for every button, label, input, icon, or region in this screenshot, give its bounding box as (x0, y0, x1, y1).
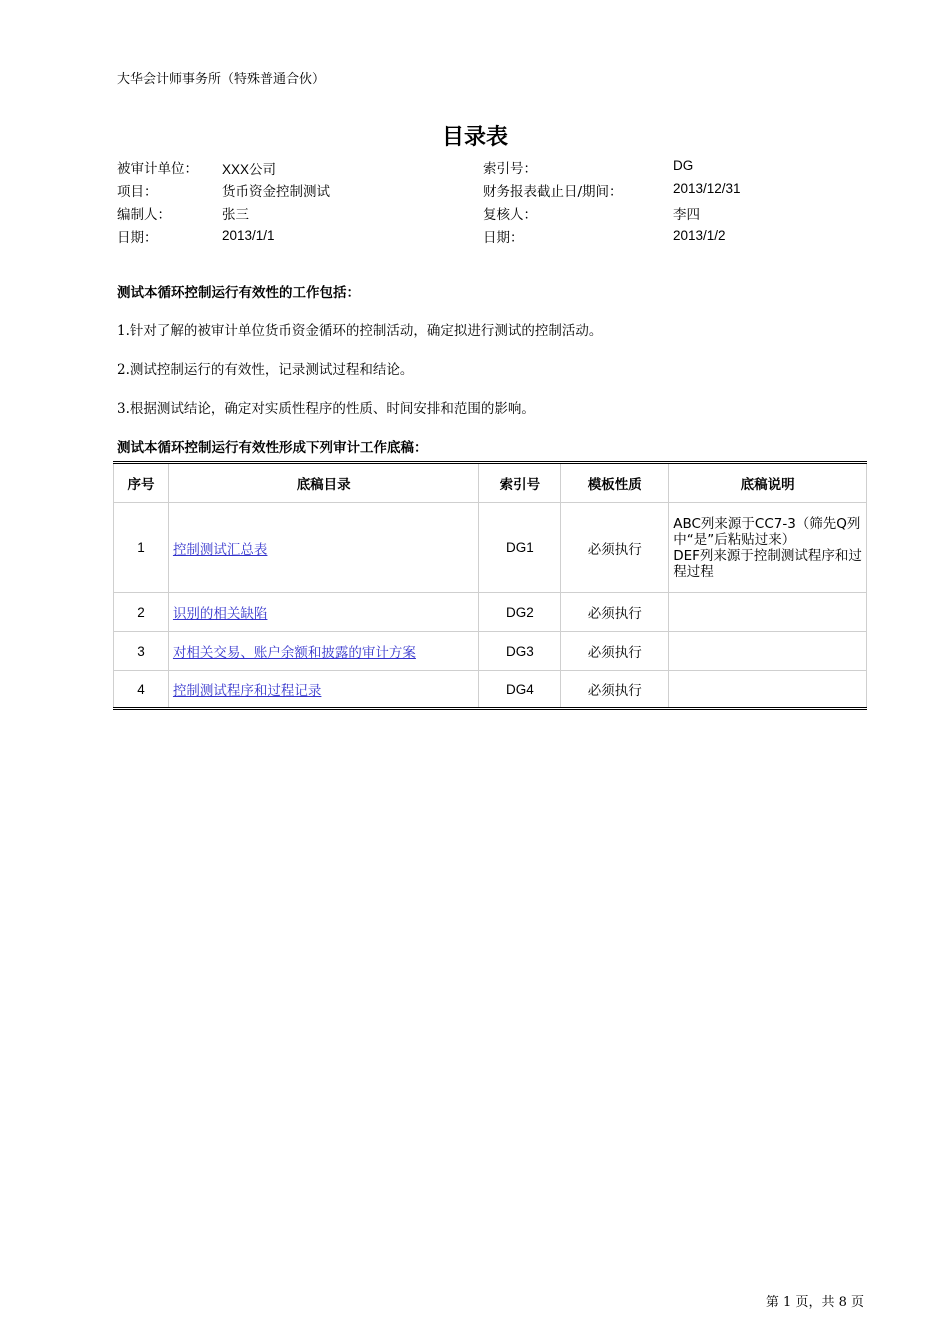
audited-label: 被审计单位： (117, 161, 198, 177)
header-type: 模板性质 (561, 463, 669, 503)
row-note (669, 632, 867, 671)
row-no: 3 (114, 632, 169, 671)
reviewer-label: 复核人： (483, 207, 537, 223)
row-note-line2: DEF列来源于控制测试程序和过程过程 (673, 547, 862, 580)
period-value: 2013/12/31 (673, 181, 741, 196)
table-row (114, 593, 867, 632)
period-label: 财务报表截止日/期间： (483, 184, 623, 200)
header-no: 序号 (114, 463, 169, 503)
project-value: 货币资金控制测试 (222, 184, 330, 200)
row-index: DG1 (479, 503, 561, 593)
date1-value: 2013/1/1 (222, 228, 275, 243)
row-name-cell (168, 671, 479, 709)
row-note-line1: ABC列来源于CC7-3（筛先Q列中“是”后粘贴过来） (673, 515, 861, 548)
row-index: DG3 (479, 632, 561, 671)
row-type: 必须执行 (561, 632, 669, 671)
row-no: 2 (114, 593, 169, 632)
project-label: 项目： (117, 184, 158, 200)
header-index: 索引号 (479, 463, 561, 503)
row-type: 必须执行 (561, 593, 669, 632)
work-item-3: 3.根据测试结论，确定对实质性程序的性质、时间安排和范围的影响。 (117, 401, 535, 417)
preparer-value: 张三 (222, 207, 249, 223)
header-note: 底稿说明 (669, 463, 867, 503)
work-item-2: 2.测试控制运行的有效性，记录测试过程和结论。 (117, 362, 414, 378)
workpaper-link[interactable]: 识别的相关缺陷 (172, 606, 268, 622)
row-name-cell (168, 593, 479, 632)
row-index: DG2 (479, 593, 561, 632)
reviewer-value: 李四 (673, 207, 700, 223)
preparer-label: 编制人： (117, 207, 171, 223)
table-heading: 测试本循环控制运行有效性形成下列审计工作底稿： (117, 440, 428, 456)
table-row (114, 632, 867, 671)
workpaper-table (113, 461, 867, 710)
work-heading: 测试本循环控制运行有效性的工作包括： (117, 285, 360, 301)
row-name-cell (168, 632, 479, 671)
date2-value: 2013/1/2 (673, 228, 726, 243)
firm-name: 大华会计师事务所（特殊普通合伙） (117, 72, 326, 87)
row-note (669, 503, 867, 593)
audited-value: XXX公司 (222, 162, 277, 177)
row-index: DG4 (479, 671, 561, 709)
date2-label: 日期： (483, 230, 524, 246)
row-name-cell (168, 503, 479, 593)
page-title: 目录表 (441, 125, 508, 150)
work-item-1: 1.针对了解的被审计单位货币资金循环的控制活动，确定拟进行测试的控制活动。 (117, 323, 603, 339)
workpaper-link[interactable]: 控制测试程序和过程记录 (172, 683, 322, 699)
index-label: 索引号： (483, 161, 537, 177)
table-header-row (114, 463, 867, 503)
workpaper-link[interactable]: 控制测试汇总表 (172, 541, 268, 558)
row-note (669, 593, 867, 632)
date1-label: 日期： (117, 230, 158, 246)
row-no: 1 (114, 503, 169, 593)
workpaper-link[interactable]: 对相关交易、账户余额和披露的审计方案 (172, 645, 416, 661)
page-number: 第 1 页，共 8 页 (765, 1295, 864, 1310)
header-name: 底稿目录 (168, 463, 479, 503)
index-value: DG (673, 158, 694, 173)
row-type: 必须执行 (561, 503, 669, 593)
table-row (114, 503, 867, 593)
row-note (669, 671, 867, 709)
table-row (114, 671, 867, 709)
row-no: 4 (114, 671, 169, 709)
row-type: 必须执行 (561, 671, 669, 709)
